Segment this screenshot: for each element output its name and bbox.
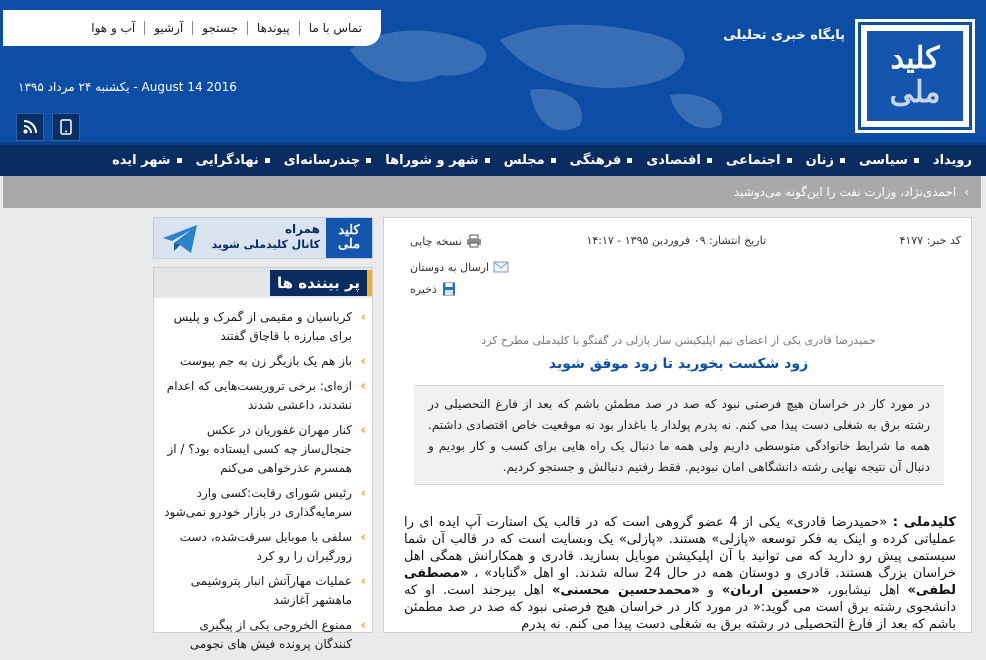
telegram-plane-icon (160, 221, 200, 257)
news-code: کد خبر: ۴۱۷۷ (899, 234, 961, 247)
toplink-search[interactable]: جستجو (192, 21, 247, 35)
send-to-friends-button[interactable]: ارسال به دوستان (410, 260, 509, 274)
site-header (0, 0, 986, 142)
list-item[interactable]: › عملیات مهارآتش انبار پتروشیمی ماهشهر آغازشد (190, 574, 366, 607)
telegram-channel-banner[interactable] (153, 217, 373, 259)
nav-item-parliament[interactable]: مجلس (504, 153, 556, 168)
list-item[interactable]: › ممنوع الخروجی یکی از پیگیری کنندگان پرونده فیش های نجومی (189, 618, 366, 651)
source-label: کلیدملی : (892, 515, 956, 530)
nav-item-politics[interactable]: سیاسی (859, 153, 919, 168)
article-panel (383, 217, 972, 633)
toplink-weather[interactable]: آب و هوا (91, 21, 136, 35)
nav-item-idea-city[interactable]: شهر ایده (112, 153, 182, 168)
article-body: کلیدملی : «حمیدرضا قادری» یکی از 4 عضو گروهی است که در قالب یک استارت آپ ایده ای را عملیاتی کرده و اینک به فکر توسعه «پازلی» هستند. «پازلی» یک وبسایت است که در قالب آن شما سیستمی پیش رو دارید که می توانید با آن اپلیکیشن موبایل بسازید. قادری و همکارانش همگی اهل خراسان بزرگ هستند. قادری و دوستان همه در حال 24 ساله شدند. او اهل «گناباد» ، «مصطفی لطفی» اهل نیشابور، «حسین اربان» و «محمدحسین محسنی» اهل بیرجند است. او که دانشجوی رشته برق است می گوید:« در مورد کار در خراسان هیچ فرصتی نبود که صد در صد مطمئن باشم که بعد از فارغ التحصیلی در رشته برق به شغلی دست پیدا می کنم. نه پدرم (404, 515, 956, 632)
arrow-icon: › (360, 486, 366, 501)
publish-date: تاریخ انتشار: ۰۹ فروردین ۱۳۹۵ - ۱۴:۱۷ (586, 234, 766, 247)
logo-line-1: کلید (890, 41, 940, 76)
rss-icon[interactable] (16, 113, 44, 141)
logo-line-2: ملی (889, 75, 941, 110)
arrow-icon: › (360, 310, 366, 325)
arrow-icon: › (360, 423, 366, 438)
channel-line-2: کانال کلیدملی شوید (211, 238, 320, 251)
nav-item-economy[interactable]: اقتصادی (646, 153, 712, 168)
channel-line-1: همراه (284, 222, 320, 236)
site-logo[interactable] (858, 22, 972, 130)
floppy-disk-icon (441, 282, 457, 296)
most-viewed-box (153, 267, 373, 651)
arrow-icon: › (360, 574, 366, 589)
article-headline: زود شکست بخورید تا زود موفق شوید (548, 356, 809, 372)
world-map-decoration (330, 10, 750, 140)
list-item[interactable]: › ازه‌ای: برخی تروریست‌هایی که اعدام نشدند، داعشی شدند (166, 379, 366, 412)
top-links-bar (3, 10, 381, 46)
toplink-archive[interactable]: آرشیو (144, 21, 192, 35)
nav-item-institutionalism[interactable]: نهادگرایی (196, 153, 270, 168)
printer-icon (466, 234, 482, 248)
toplink-links[interactable]: پیوندها (247, 21, 299, 35)
site-tagline: پایگاه خبری تحلیلی (723, 28, 845, 43)
most-viewed-list (160, 308, 366, 660)
arrow-icon: › (360, 530, 366, 545)
toplink-contact[interactable]: تماس با ما (299, 21, 371, 35)
breadcrumb (3, 176, 981, 208)
header-date: یکشنبه ۲۴ مرداد ۱۳۹۵ - August 14 2016 (18, 80, 237, 94)
list-item[interactable]: › باز هم یک بازیگر زن به جم پیوست (179, 354, 366, 369)
nav-item-social[interactable]: اجتماعی (726, 153, 792, 168)
list-item[interactable]: › سلفی با موبایل سرقت‌شده، دست زورگیران را رو کرد (179, 530, 366, 563)
article-subtitle: حمیدرضا قادری یکی از اعضای تیم اپلیکیشن ساز پازلی در گفتگو با کلیدملی مطرح کرد (481, 334, 876, 347)
arrow-icon: › (360, 618, 366, 633)
list-item[interactable]: › کرباسیان و مقیمی از گمرک و پلیس برای مبارزه با قاچاق گفتند (173, 310, 366, 343)
print-button[interactable]: نسخه چاپی (410, 234, 482, 248)
article-lead: در مورد کار در خراسان هیچ فرصتی نبود که صد در صد مطمئن باشم که بعد از فارغ التحصیلی در رشته برق به شغلی دست پیدا می کنم. نه پدرم پولدار یا باغدار بود نه موقعیت خاص اقتصادی داشتم. همه ما شرایط خانوادگی متوسطی داریم ولی همه ما دنبال یک راه هایی برای کسب و کار بودیم و دنبال آن نتیجه نهایی رشته دانشگاهی امان نبودیم. فقط رفتیم دنبالش و جستجو کردیم. (414, 385, 944, 485)
nav-item-events[interactable]: رویداد (932, 153, 972, 168)
main-nav (0, 142, 986, 176)
most-viewed-title: پر بیننده ها (270, 270, 372, 296)
nav-item-multimedia[interactable]: چندرسانه‌ای (284, 153, 371, 168)
list-item[interactable]: › کنار مهران غفوریان در عکس جنجال‌ساز چه کسی ایستاده بود؟ / از همسرم عذرخواهی می‌کنم (167, 423, 366, 475)
save-button[interactable]: ذخیره (410, 282, 457, 296)
nav-item-city-councils[interactable]: شهر و شوراها (385, 153, 489, 168)
nav-item-culture[interactable]: فرهنگی (570, 153, 633, 168)
breadcrumb-title[interactable]: احمدی‌نژاد، وزارت نفت را این‌گونه می‌دوشید (733, 185, 957, 199)
arrow-icon: › (360, 354, 366, 369)
chevron-left-icon: › (964, 185, 969, 199)
envelope-icon (493, 260, 509, 274)
channel-logo: کلید ملی (326, 218, 372, 258)
arrow-icon: › (360, 379, 366, 394)
mobile-icon[interactable] (52, 113, 80, 141)
most-viewed-header (154, 268, 372, 298)
nav-item-women[interactable]: زنان (806, 153, 845, 168)
list-item[interactable]: › رئیس شورای رقابت:کسی وارد سرمایه‌گذاری در بازار خودرو نمی‌شود (164, 486, 366, 519)
